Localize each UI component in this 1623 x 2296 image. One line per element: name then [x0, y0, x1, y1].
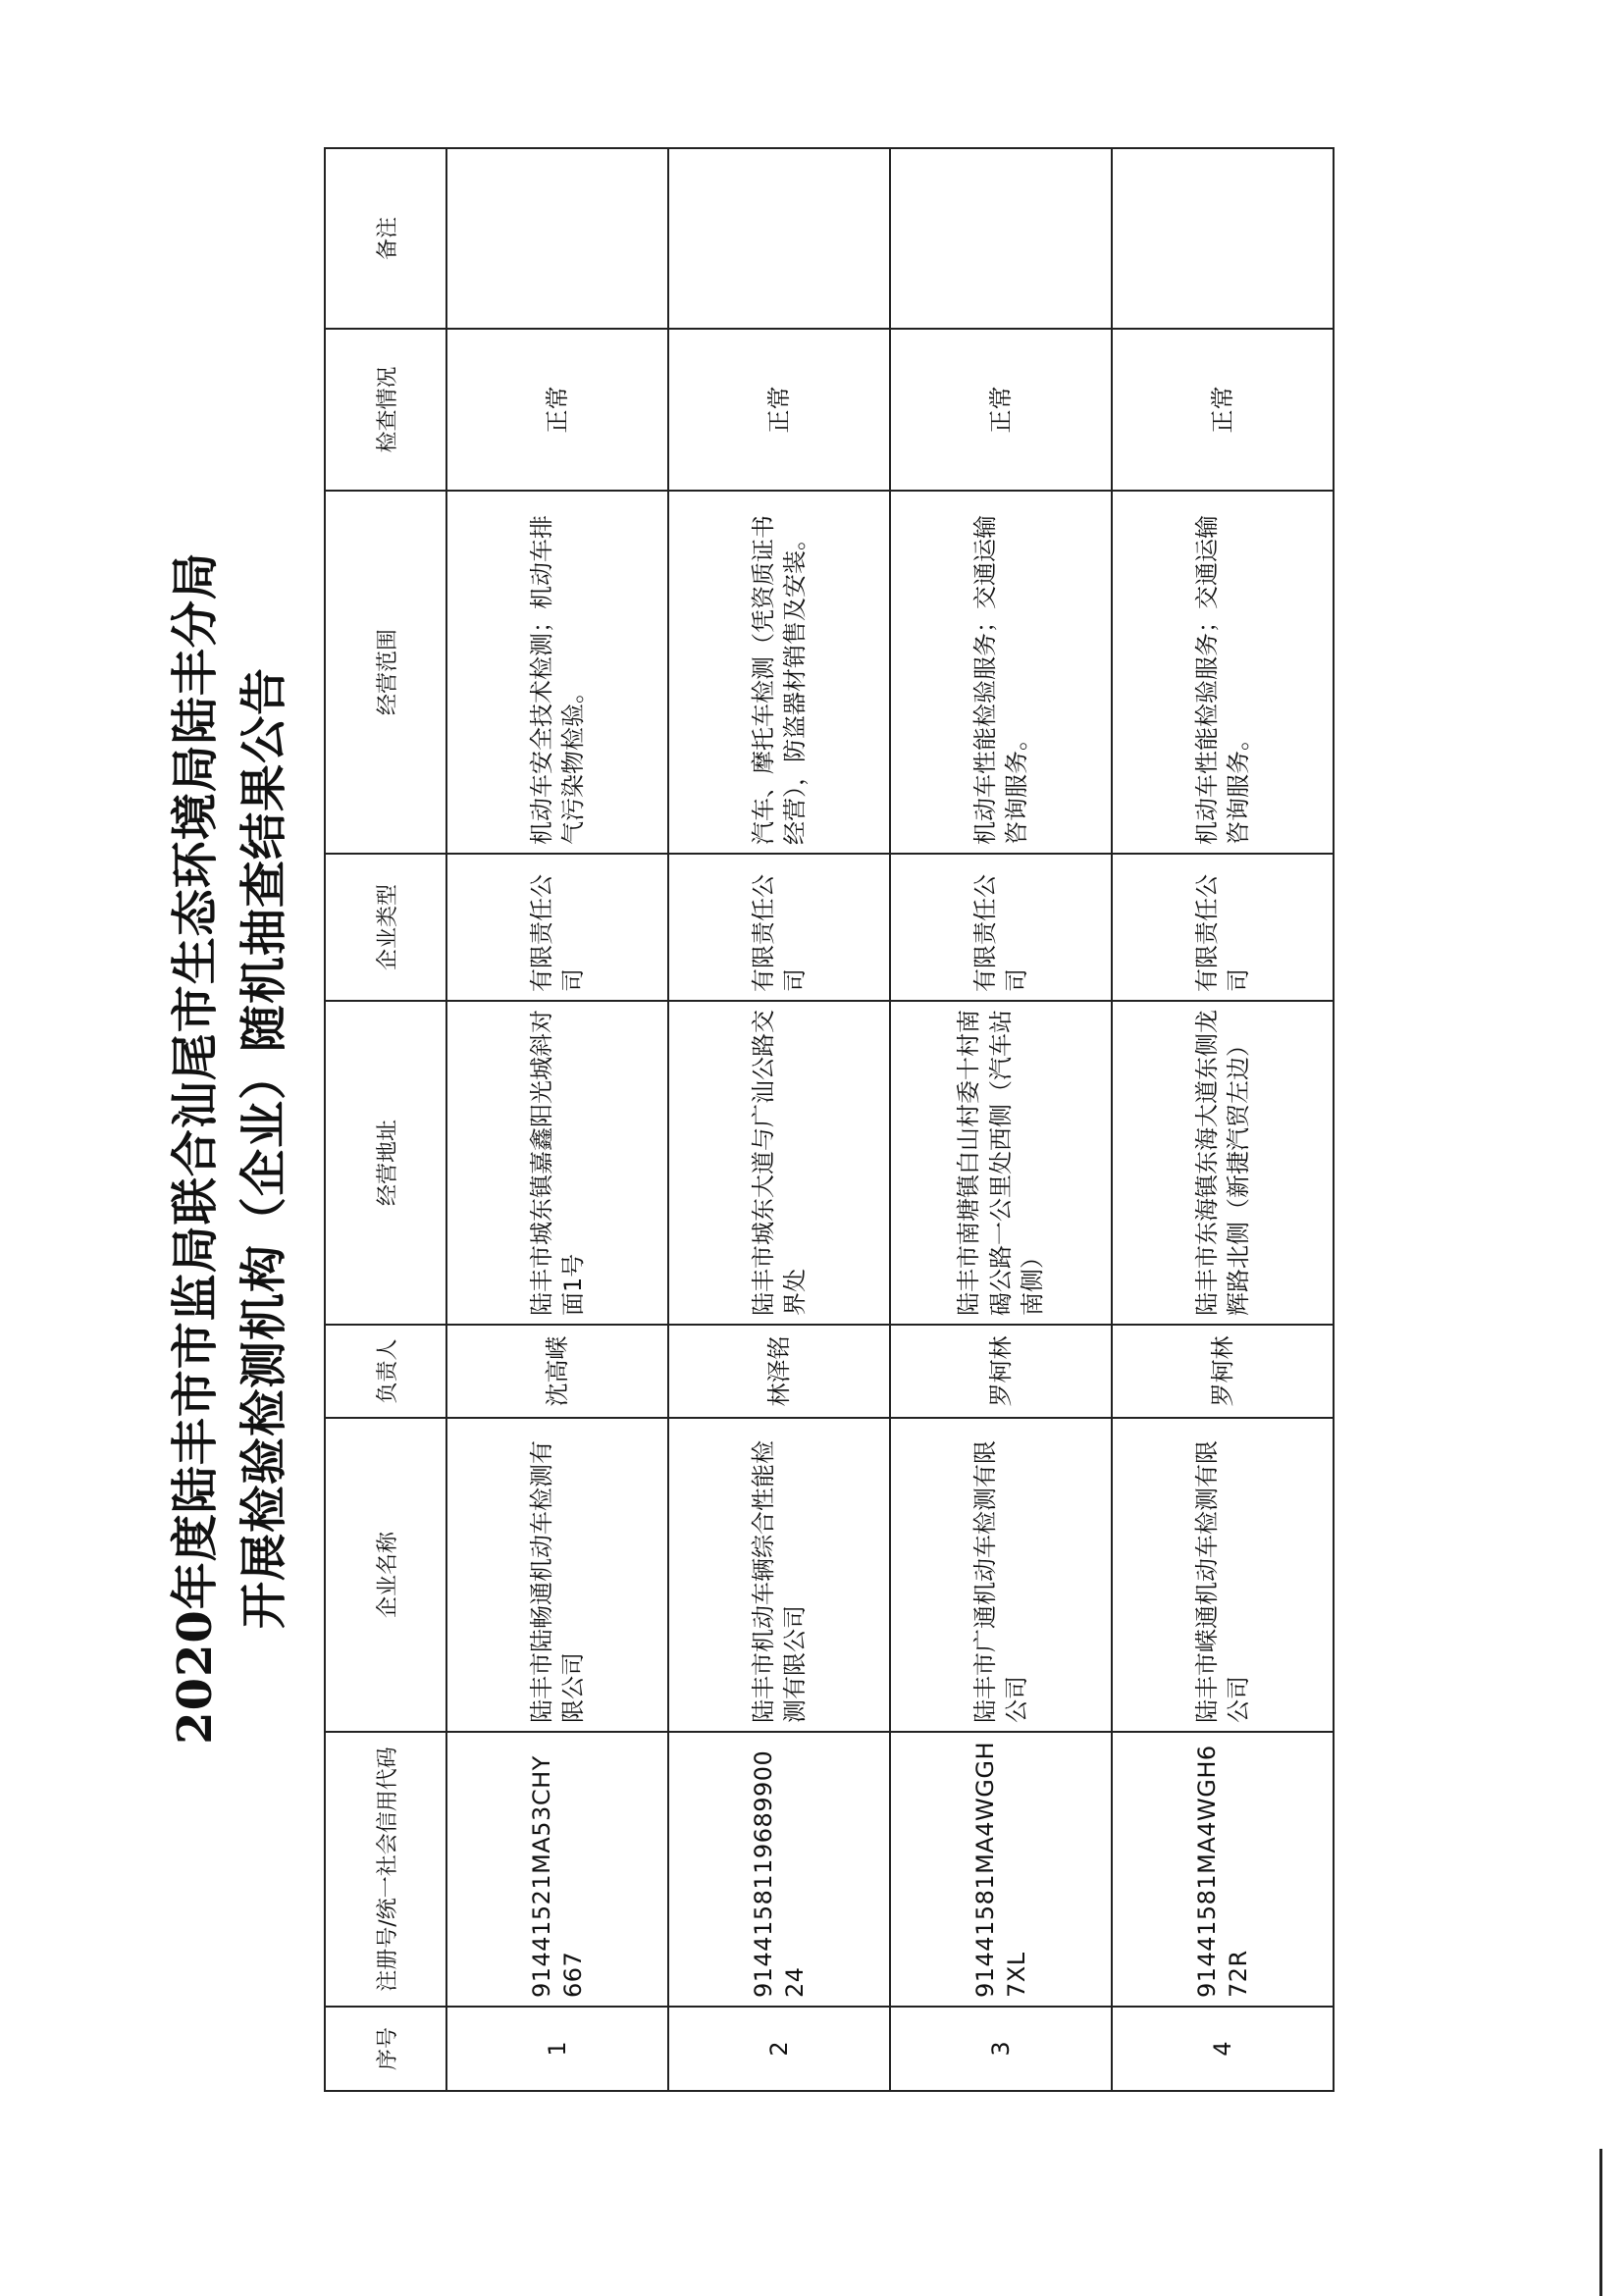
header-cell: 序号: [325, 2007, 446, 2091]
header-cell: 经营地址: [325, 1001, 446, 1325]
business-scope: 机动车安全技术检测；机动车排气污染物检验。: [446, 491, 668, 854]
company-name: 陆丰市广通机动车检测有限公司: [890, 1418, 1112, 1732]
person-in-charge: 林泽铭: [668, 1325, 890, 1418]
person-in-charge: 沈高嵘: [446, 1325, 668, 1418]
company-name: 陆丰市嵘通机动车检测有限公司: [1112, 1418, 1334, 1732]
header-cell: 企业类型: [325, 854, 446, 1001]
credit-code: 91441521MA53CHY667: [446, 1732, 668, 2007]
table-row: [1112, 148, 1334, 2091]
remark: [1112, 148, 1334, 329]
table-row: [668, 148, 890, 2091]
company-type: 有限责任公司: [1112, 854, 1334, 1001]
header-cell: 备注: [325, 148, 446, 329]
company-name: 陆丰市机动车辆综合性能检测有限公司: [668, 1418, 890, 1732]
remark: [446, 148, 668, 329]
business-scope: 汽车、摩托车检测（凭资质证书经营），防盗器材销售及安装。: [668, 491, 890, 854]
scan-edge-line: [1599, 2149, 1602, 2296]
business-address: 陆丰市南塘镇白山村委十村南碣公路一公里处西侧（汽车站南侧）: [890, 1001, 1112, 1325]
credit-code: 91441581MA4WGH672R: [1112, 1732, 1334, 2007]
inspection-result: 正常: [668, 329, 890, 491]
company-name: 陆丰市陆畅通机动车检测有限公司: [446, 1418, 668, 1732]
remark: [890, 148, 1112, 329]
inspection-result: 正常: [1112, 329, 1334, 491]
business-address: 陆丰市城东大道与广汕公路交界处: [668, 1001, 890, 1325]
table-row: [446, 148, 668, 2091]
person-in-charge: 罗柯林: [1112, 1325, 1334, 1418]
company-type: 有限责任公司: [668, 854, 890, 1001]
credit-code: 914415811968990024: [668, 1732, 890, 2007]
header-cell: 经营范围: [325, 491, 446, 854]
inspection-result: 正常: [446, 329, 668, 491]
header-cell: 负责人: [325, 1325, 446, 1418]
header-cell: 注册号/统一社会信用代码: [325, 1732, 446, 2007]
business-scope: 机动车性能检验服务；交通运输咨询服务。: [890, 491, 1112, 854]
row-number: 1: [446, 2007, 668, 2091]
business-scope: 机动车性能检验服务；交通运输咨询服务。: [1112, 491, 1334, 854]
table-row: [890, 148, 1112, 2091]
row-number: 4: [1112, 2007, 1334, 2091]
document-title-line1: 2020年度陆丰市市监局联合汕尾市生态环境局陆丰分局: [168, 551, 223, 1745]
credit-code: 91441581MA4WGGH7XL: [890, 1732, 1112, 2007]
row-number: 3: [890, 2007, 1112, 2091]
row-number: 2: [668, 2007, 890, 2091]
inspection-result: 正常: [890, 329, 1112, 491]
company-type: 有限责任公司: [890, 854, 1112, 1001]
inspection-results-table: [324, 147, 1335, 2092]
business-address: 陆丰市城东镇嘉鑫阳光城斜对面1号: [446, 1001, 668, 1325]
document-title-line2: 开展检验检测机构（企业）随机抽查结果公告: [236, 667, 291, 1630]
remark: [668, 148, 890, 329]
business-address: 陆丰市东海镇东海大道东侧龙辉路北侧（新捷汽贸左边）: [1112, 1001, 1334, 1325]
company-type: 有限责任公司: [446, 854, 668, 1001]
person-in-charge: 罗柯林: [890, 1325, 1112, 1418]
table-header-row: [325, 148, 446, 2091]
header-cell: 企业名称: [325, 1418, 446, 1732]
header-cell: 检查情况: [325, 329, 446, 491]
